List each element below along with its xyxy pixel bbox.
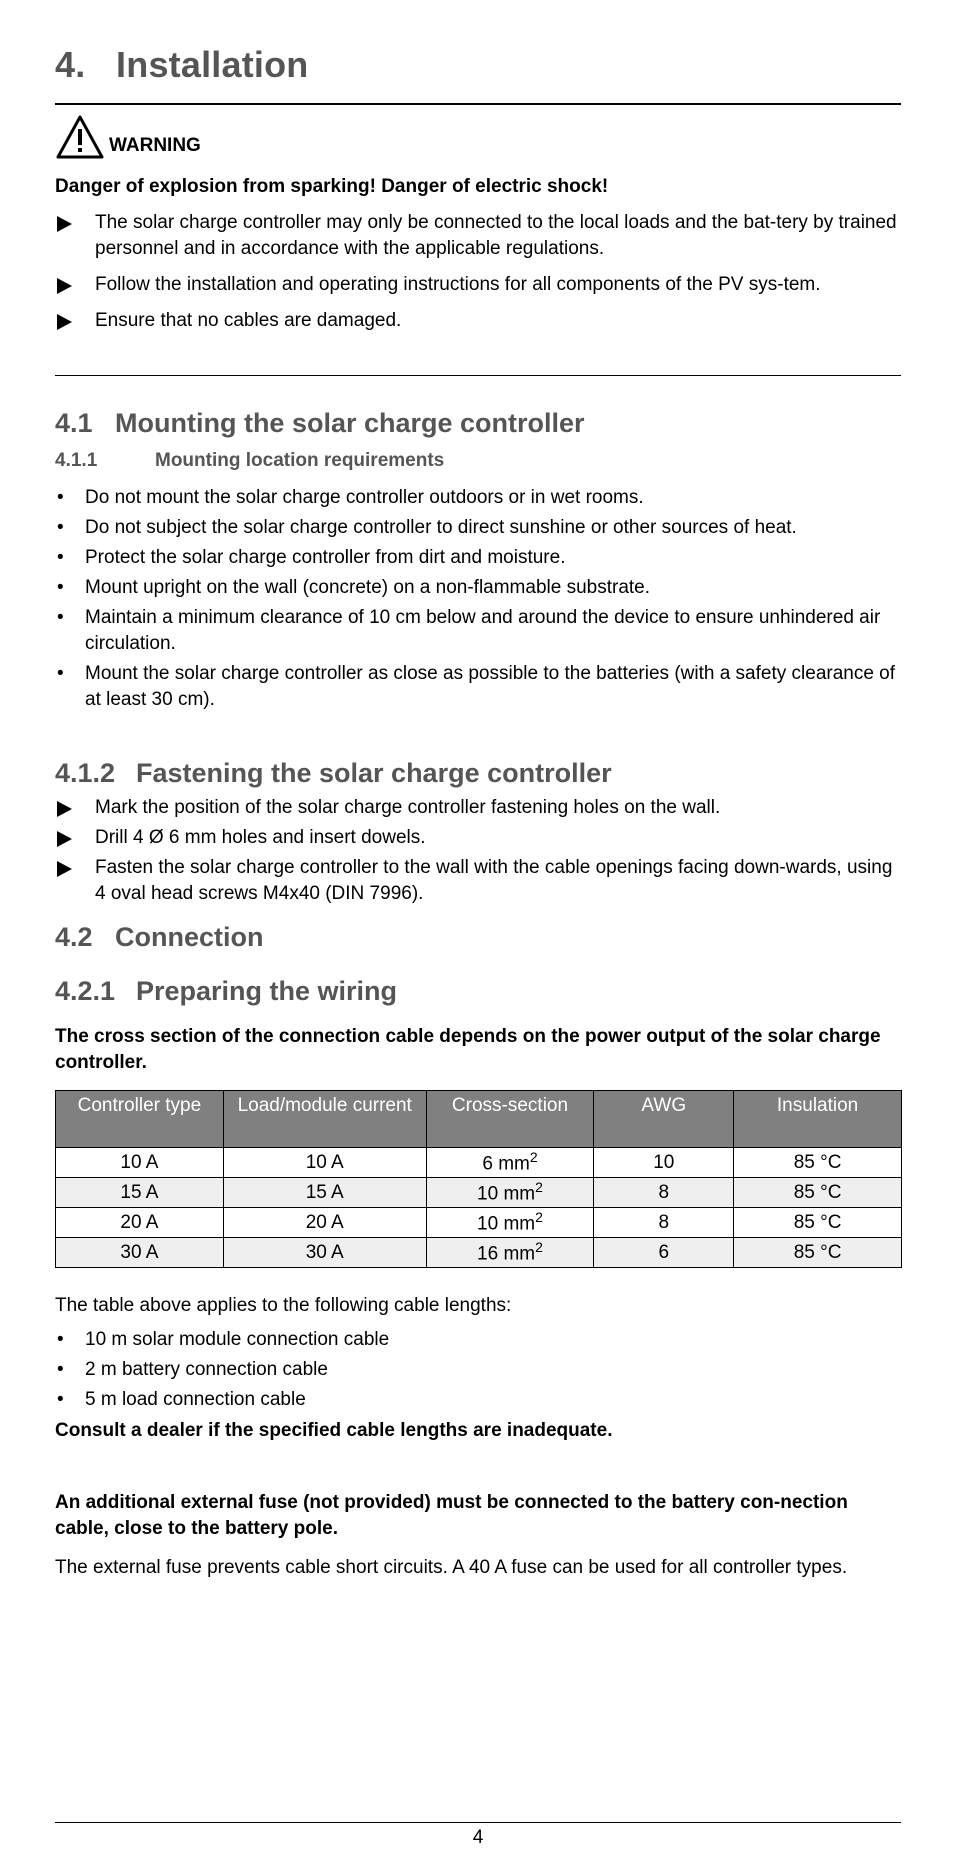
chapter-divider: [55, 103, 901, 105]
table-cell: 8: [594, 1178, 734, 1208]
arrow-bullet-icon: [57, 314, 72, 330]
list-item: Fasten the solar charge controller to the wall with the cable openings facing down-wards, using 4 oval head screws M4x40 (DIN 7996).: [55, 855, 901, 907]
bullet-dot-icon: •: [57, 1389, 64, 1410]
cable-lengths-list: [55, 1327, 901, 1417]
table-cell: 10: [594, 1148, 734, 1178]
list-item: • Maintain a minimum clearance of 10 cm below and around the device to ensure unhindered air circulation.: [57, 607, 881, 654]
warning-divider: [55, 375, 901, 376]
table-cell: 15 A: [56, 1178, 224, 1208]
table-cell: 10 A: [223, 1148, 426, 1178]
cable-lengths-intro: The table above applies to the following cable lengths:: [55, 1295, 512, 1316]
warning-list: [55, 210, 901, 344]
list-item: Follow the installation and operating instructions for all components of the PV sys-tem.: [55, 272, 901, 298]
bullet-dot-icon: •: [57, 487, 64, 508]
arrow-bullet-icon: [57, 801, 72, 817]
warning-header: [55, 110, 201, 160]
warning-triangle-icon: [55, 114, 105, 160]
bullet-dot-icon: •: [57, 547, 64, 568]
table-cell: 85 °C: [734, 1208, 902, 1238]
fuse-warning: An additional external fuse (not provided) must be connected to the battery con-nection cable, close to the battery pole.: [55, 1492, 848, 1539]
table-cell: 30 A: [56, 1238, 224, 1268]
column-header: Controller type: [56, 1091, 224, 1148]
list-item: • Do not mount the solar charge controller outdoors or in wet rooms.: [55, 485, 901, 511]
table-cell: 10 A: [56, 1148, 224, 1178]
page-number: 4: [472, 1827, 484, 1848]
table-row: [56, 1208, 902, 1238]
list-item: • Mount the solar charge controller as close as possible to the batteries (with a safety clearance of at least 30 cm).: [57, 663, 896, 710]
list-item: Mark the position of the solar charge controller fastening holes on the wall.: [55, 795, 901, 821]
section-4-2-heading: 4.2 Connection: [55, 922, 264, 952]
table-cell: 10 $mm^2$: [426, 1208, 594, 1238]
bullet-dot-icon: •: [57, 663, 64, 684]
list-item: • 10 m solar module connection cable: [55, 1327, 901, 1353]
fuse-text: The external fuse prevents cable short circuits. A 40 A fuse can be used for all controller types.: [55, 1557, 848, 1578]
list-item: Drill 4 Ø 6 mm holes and insert dowels.: [55, 825, 901, 851]
danger-statement: Danger of explosion from sparking! Danger of electric shock!: [55, 176, 609, 197]
bullet-dot-icon: •: [57, 607, 64, 628]
column-header: Insulation: [734, 1091, 902, 1148]
section-4-1-1-heading: 4.1.1 Mounting location requirements: [55, 450, 445, 471]
list-item: • Protect the solar charge controller from dirt and moisture.: [55, 545, 901, 571]
chapter-title: Installation: [116, 44, 309, 85]
table-header-row: [56, 1091, 902, 1148]
list-item: • 2 m battery connection cable: [55, 1357, 901, 1383]
table-cell: 20 A: [223, 1208, 426, 1238]
bullet-dot-icon: •: [57, 1329, 64, 1350]
arrow-bullet-icon: [57, 831, 72, 847]
bullet-dot-icon: •: [57, 1359, 64, 1380]
column-header: Cross-section: [426, 1091, 594, 1148]
table-cell: 10 $mm^2$: [426, 1178, 594, 1208]
list-item: Ensure that no cables are damaged.: [55, 308, 901, 334]
table-cell: 6 $mm^2$: [426, 1148, 594, 1178]
cable-table: [55, 1090, 902, 1268]
chapter-number: 4.: [55, 44, 86, 85]
mounting-requirements-list: [55, 485, 901, 717]
table-cell: 8: [594, 1208, 734, 1238]
table-cell: 20 A: [56, 1208, 224, 1238]
wiring-intro: The cross section of the connection cable depends on the power output of the solar charge controller.: [55, 1026, 881, 1073]
column-header: Load/module current: [223, 1091, 426, 1148]
bullet-dot-icon: •: [57, 517, 64, 538]
table-cell: 6: [594, 1238, 734, 1268]
section-4-2-1-heading: 4.2.1 Preparing the wiring: [55, 976, 398, 1006]
table-cell: 85 °C: [734, 1238, 902, 1268]
table-cell: 30 A: [223, 1238, 426, 1268]
table-cell: 15 A: [223, 1178, 426, 1208]
table-cell: 16 $mm^2$: [426, 1238, 594, 1268]
arrow-bullet-icon: [57, 278, 72, 294]
cable-lengths-note: Consult a dealer if the specified cable lengths are inadequate.: [55, 1420, 613, 1441]
warning-label: WARNING: [109, 135, 201, 156]
fastening-steps-list: [55, 795, 901, 911]
table-row: [56, 1148, 902, 1178]
list-item: • 5 m load connection cable: [55, 1387, 901, 1413]
footer-divider: [55, 1822, 901, 1823]
bullet-dot-icon: •: [57, 577, 64, 598]
table-row: [56, 1238, 902, 1268]
table-cell: 85 °C: [734, 1178, 902, 1208]
column-header: AWG: [594, 1091, 734, 1148]
table-row: [56, 1178, 902, 1208]
section-4-1-2-heading: 4.1.2 Fastening the solar charge controller: [55, 758, 612, 788]
list-item: • Mount upright on the wall (concrete) on a non-flammable substrate.: [55, 575, 901, 601]
section-4-1-heading: 4.1 Mounting the solar charge controller: [55, 408, 585, 438]
table-cell: 85 °C: [734, 1148, 902, 1178]
list-item: The solar charge controller may only be connected to the local loads and the bat-tery by trained personnel and in accordance with the applicable regulations.: [55, 210, 901, 262]
arrow-bullet-icon: [57, 861, 72, 877]
chapter-heading: [55, 44, 308, 86]
arrow-bullet-icon: [57, 216, 72, 232]
list-item: • Do not subject the solar charge controller to direct sunshine or other sources of heat.: [55, 515, 901, 541]
